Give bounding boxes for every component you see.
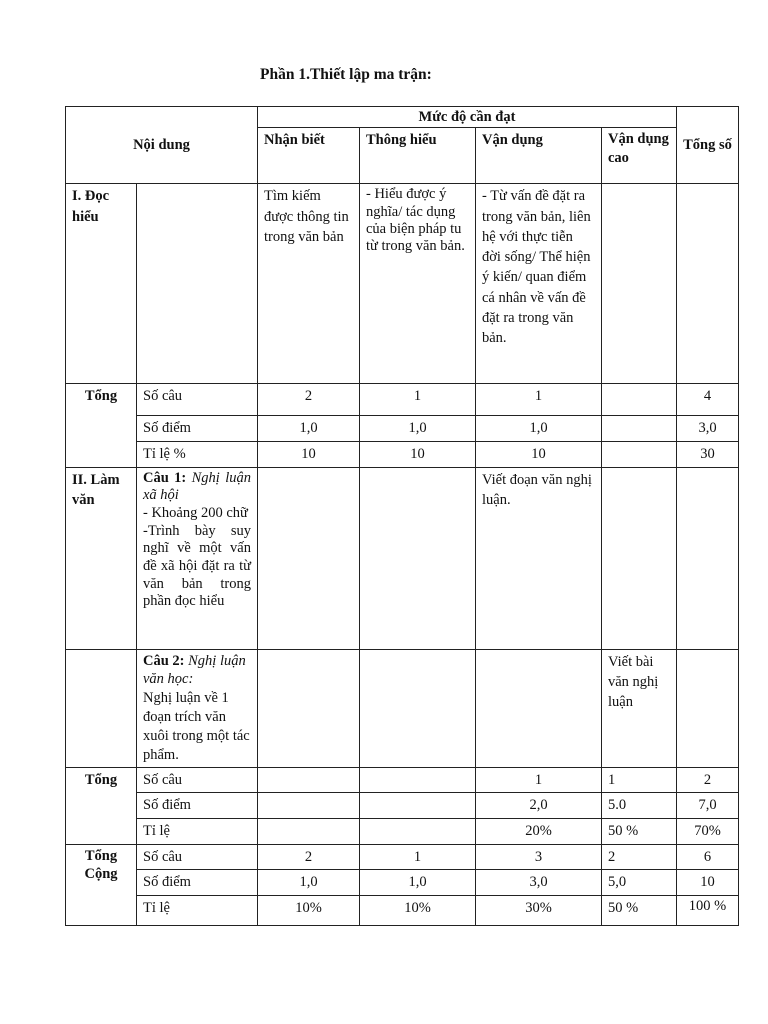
tong1-cell: 3,0 bbox=[677, 416, 739, 442]
tong1-cell bbox=[602, 416, 677, 442]
tong2-row-label: Tỉ lệ bbox=[137, 818, 258, 844]
tong-cong-cell: 2 bbox=[258, 844, 360, 869]
cau1-van-dung-cao bbox=[602, 467, 677, 649]
tong-cong-cell: 1,0 bbox=[360, 870, 476, 896]
doc-hieu-content bbox=[137, 184, 258, 384]
tong1-row-label: Tỉ lệ % bbox=[137, 442, 258, 467]
doc-hieu-nhan-biet: Tìm kiếm được thông tin trong văn bản bbox=[258, 184, 360, 384]
doc-hieu-tong bbox=[677, 184, 739, 384]
tong2-cell: 5.0 bbox=[602, 792, 677, 818]
tong1-cell: 10 bbox=[360, 442, 476, 467]
tong2-cell bbox=[360, 767, 476, 792]
cau1-thong-hieu bbox=[360, 467, 476, 649]
cau2-thong-hieu bbox=[360, 649, 476, 767]
tong1-cell: 1 bbox=[360, 384, 476, 416]
tong2-cell: 2 bbox=[677, 767, 739, 792]
tong1-cell bbox=[602, 384, 677, 416]
header-nhan-biet: Nhận biết bbox=[258, 128, 360, 184]
header-noi-dung: Nội dung bbox=[66, 107, 258, 184]
cau2-title: Câu 2: bbox=[143, 652, 185, 669]
cau1-nhan-biet bbox=[258, 467, 360, 649]
header-van-dung: Vận dụng bbox=[476, 128, 602, 184]
tong2-cell: 20% bbox=[476, 818, 602, 844]
cau1-line1: - Khoảng 200 chữ bbox=[143, 504, 248, 521]
tong2-row-label: Số câu bbox=[137, 767, 258, 792]
header-muc-do: Mức độ cần đạt bbox=[258, 107, 677, 128]
tong-cong-cell: 50 % bbox=[602, 896, 677, 926]
tong2-cell bbox=[258, 767, 360, 792]
tong1-cell: 1 bbox=[476, 384, 602, 416]
tong-cong-row-label: Số câu bbox=[137, 844, 258, 869]
tong2-cell: 70% bbox=[677, 818, 739, 844]
cau2-content bbox=[137, 649, 258, 767]
tong-cong-label: Tổng Cộng bbox=[66, 844, 137, 925]
tong-cong-cell: 3,0 bbox=[476, 870, 602, 896]
tong2-row-label: Số điểm bbox=[137, 792, 258, 818]
tong1-row-label: Số điểm bbox=[137, 416, 258, 442]
tong2-cell bbox=[360, 818, 476, 844]
tong2-cell: 2,0 bbox=[476, 792, 602, 818]
cau1-line2: -Trình bày suy nghĩ về một vấn đề xã hội đặt ra từ văn bản trong phần đọc hiểu bbox=[143, 522, 251, 610]
cau1-tong bbox=[677, 467, 739, 649]
header-tong-so: Tổng số bbox=[677, 107, 739, 184]
tong-cong-row-label: Số điểm bbox=[137, 870, 258, 896]
tong-cong-cell: 10% bbox=[258, 896, 360, 926]
tong-cong-cell: 5,0 bbox=[602, 870, 677, 896]
header-thong-hieu: Thông hiểu bbox=[360, 128, 476, 184]
doc-hieu-van-dung-cao bbox=[602, 184, 677, 384]
section-doc-hieu: I. Đọc hiểu bbox=[66, 184, 137, 384]
tong2-cell bbox=[258, 818, 360, 844]
tong1-label: Tổng bbox=[66, 384, 137, 467]
cau2-desc: Nghị luận về 1 đoạn trích văn xuôi trong một tác phẩm. bbox=[143, 690, 250, 763]
cau2-nhan-biet bbox=[258, 649, 360, 767]
tong1-cell: 4 bbox=[677, 384, 739, 416]
header-van-dung-cao: Vận dụng cao bbox=[602, 128, 677, 184]
section-lam-van: II. Làm văn bbox=[66, 467, 137, 649]
tong2-label: Tổng bbox=[66, 767, 137, 844]
tong-cong-cell: 1 bbox=[360, 844, 476, 869]
tong1-cell: 30 bbox=[677, 442, 739, 467]
doc-hieu-thong-hieu: - Hiểu được ý nghĩa/ tác dụng của biện pháp tu từ trong văn bản. bbox=[360, 184, 476, 384]
tong1-cell bbox=[602, 442, 677, 467]
cau2-type: Nghị luận văn học: bbox=[143, 652, 246, 688]
tong2-cell: 1 bbox=[602, 767, 677, 792]
tong-cong-cell: 30% bbox=[476, 896, 602, 926]
tong1-cell: 2 bbox=[258, 384, 360, 416]
tong2-cell bbox=[360, 792, 476, 818]
tong1-cell: 1,0 bbox=[476, 416, 602, 442]
tong1-cell: 1,0 bbox=[360, 416, 476, 442]
tong-cong-cell: 6 bbox=[677, 844, 739, 869]
tong2-cell: 50 % bbox=[602, 818, 677, 844]
tong1-row-label: Số câu bbox=[137, 384, 258, 416]
tong2-cell: 7,0 bbox=[677, 792, 739, 818]
page-title: Phần 1.Thiết lập ma trận: bbox=[260, 66, 432, 83]
tong-cong-cell: 10 bbox=[677, 870, 739, 896]
tong-cong-cell: 3 bbox=[476, 844, 602, 869]
tong-cong-cell: 1,0 bbox=[258, 870, 360, 896]
tong-cong-cell: 100 % bbox=[677, 896, 739, 926]
doc-hieu-van-dung: - Từ vấn đề đặt ra trong văn bản, liên hệ với thực tiễn đời sống/ Thể hiện ý kiến/ quan điểm cá nhân về vấn đề đặt ra trong văn bản. bbox=[476, 184, 602, 384]
matrix-table bbox=[65, 106, 739, 926]
cau1-van-dung: Viết đoạn văn nghị luận. bbox=[476, 467, 602, 649]
cau2-tong bbox=[677, 649, 739, 767]
cau2-empty bbox=[66, 649, 137, 767]
tong1-cell: 10 bbox=[258, 442, 360, 467]
cau1-title: Câu 1: bbox=[143, 469, 187, 486]
cau1-type: Nghị luận xã hội bbox=[143, 469, 251, 504]
cau2-van-dung bbox=[476, 649, 602, 767]
tong-cong-cell: 2 bbox=[602, 844, 677, 869]
tong-cong-row-label: Tỉ lệ bbox=[137, 896, 258, 926]
tong2-cell: 1 bbox=[476, 767, 602, 792]
cau1-content bbox=[137, 467, 258, 649]
tong1-cell: 10 bbox=[476, 442, 602, 467]
tong-cong-cell: 10% bbox=[360, 896, 476, 926]
tong1-cell: 1,0 bbox=[258, 416, 360, 442]
cau2-van-dung-cao: Viết bài văn nghị luận bbox=[602, 649, 677, 767]
tong2-cell bbox=[258, 792, 360, 818]
